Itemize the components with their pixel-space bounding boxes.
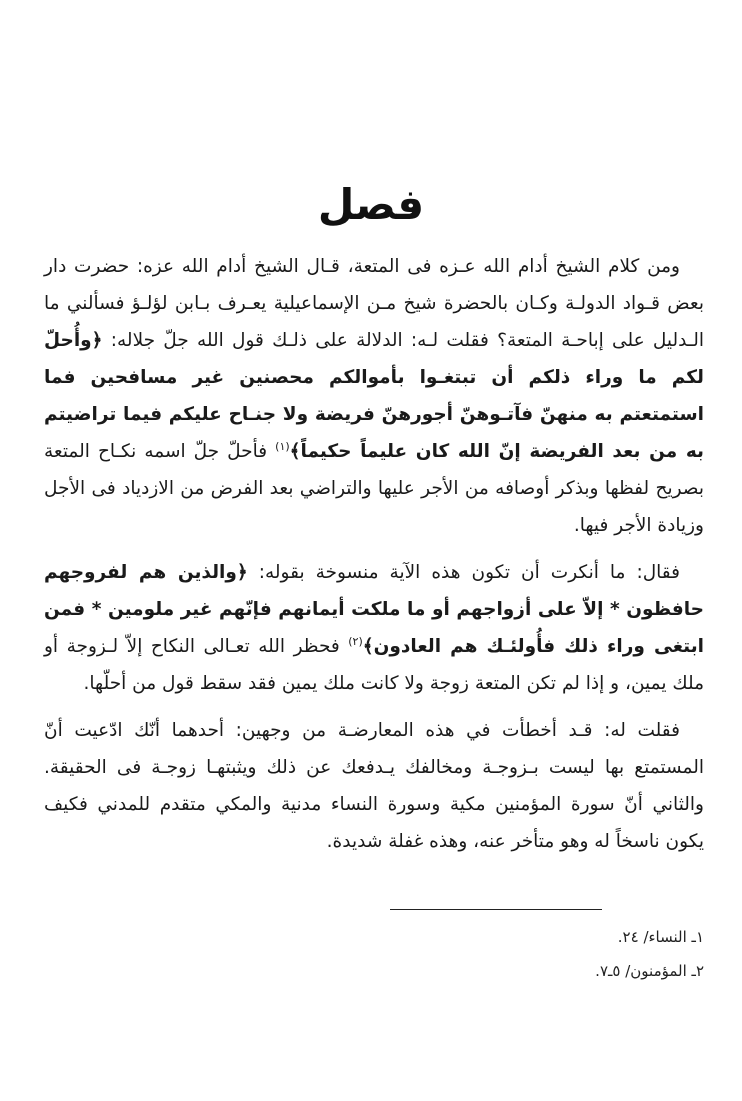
paragraph xyxy=(44,554,704,702)
text-segment: فقال: ما أنكرت أن تكون هذه الآية منسوخة بقوله: xyxy=(247,562,680,583)
quran-verse: ﴿والذين هم لفروجهم حافظون * إلاّ على أزواجهم أو ما ملكت أيمانهم فإنّهم غير ملومين * فمن ابتغى وراء ذلك فأُولئـك هم العادون﴾ xyxy=(44,562,704,657)
footnotes xyxy=(44,920,704,988)
paragraph xyxy=(44,712,704,860)
body-text xyxy=(44,248,704,860)
footnote: ١ـ النساء/ ٢٤. xyxy=(617,928,704,946)
text-segment: فقلت له: قـد أخطأت في هذه المعارضـة من وجهين: أحدهما أنّك ادّعيت أنّ المستمتع بها ليست بـزوجـة ومخالفك يـدفعك عن ذلك ويثبتهـا زوجـة فى الحقيقة. والثاني أنّ سورة المؤمنين مكية وسورة النساء مدنية والمكي متقدم للمدني فكيف يكون ناسخاً له وهو متأخر عنه، وهذه غفلة شديدة. xyxy=(44,720,704,852)
footnote-reference: (١) xyxy=(275,439,290,453)
footnote: ٢ـ المؤمنون/ ٥ـ٧. xyxy=(595,962,704,980)
footnote-reference: (٢) xyxy=(348,634,363,648)
quran-verse: ﴿وأُحلّ لكم ما وراء ذلكم أن تبتغـوا بأموالكم محصنين غير مسافحين فما استمتعتم به منهنّ فآتـوهنّ أجورهنّ فريضة ولا جنـاح عليكم فيما تراضيتم به من بعد الفريضة إنّ الله كان عليماً حكيماً﴾ xyxy=(44,330,704,462)
paragraph xyxy=(44,248,704,544)
footnote-separator xyxy=(390,909,602,910)
text-segment: فحظر الله تعـالى النكاح إلاّ لـزوجة أو ملك يمين، و إذا لم تكن المتعة زوجة ولا كانت ملك يمين فقد سقط قول من أحلّها. xyxy=(44,636,704,694)
text-segment: ومن كلام الشيخ أدام الله عـزه فى المتعة، قـال الشيخ أدام الله عزه: حضرت دار بعض قـواد الدولـة وكـان بالحضرة شيخ مـن الإسماعيلية يعـرف بـابن لؤلـؤ فسألني ما الـدليل على إباحـة المتعة؟ فقلت لـه: الدلالة على ذلـك قول الله جلّ جلاله: xyxy=(44,256,704,351)
chapter-heading: فصل xyxy=(317,180,425,229)
text-segment: فأحلّ جلّ اسمه نكـاح المتعة بصريح لفظها وبذكر أوصافه من الأجر عليها والتراضي بعد الفرض من الازدياد فى الأجل وزيادة الأجر فيها. xyxy=(44,441,704,536)
